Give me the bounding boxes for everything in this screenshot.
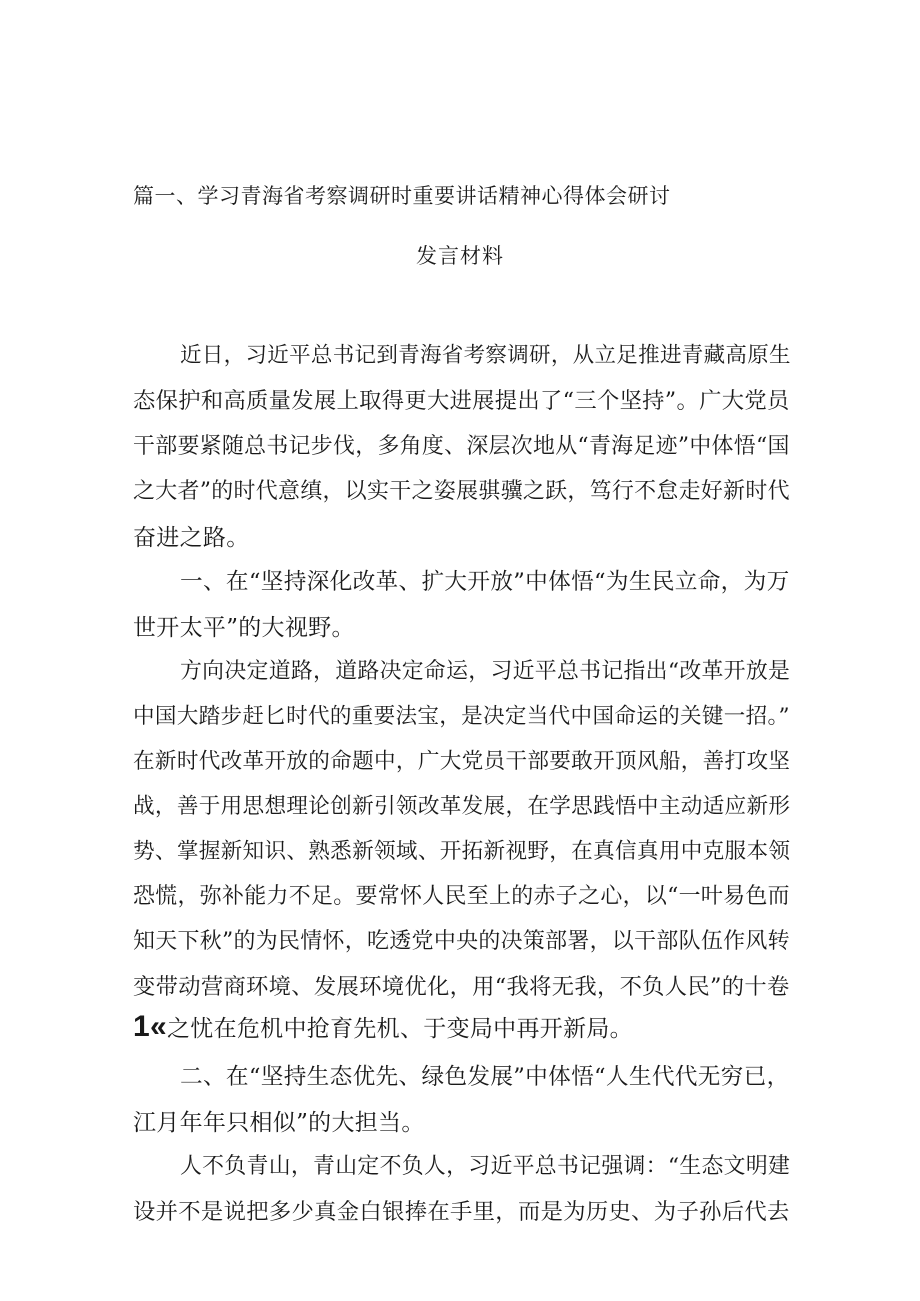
paragraph-line: 之大者”的时代意缜，以实干之姿展骐骥之跃，笃行不怠走好新时代 <box>133 479 790 504</box>
paragraph-line: 方向决定道路，道路决定命运，习近平总书记指出“改革开放是 <box>180 659 791 684</box>
paragraph-line: 态保护和高质量发展上取得更大进展提出了“三个坚持”。广大党员 <box>133 388 790 414</box>
paragraph-line-text: 之忧在危机中抢育先机、于变局中再开新局。 <box>166 1016 633 1042</box>
paragraph-line: 近日，习近平总书记到青海省考察调研，从立足推进青藏高原生 <box>180 343 791 368</box>
paragraph-line: 变带动营商环境、发展环境优化，用“我将无我，不负人民”的十卷 <box>133 974 790 1000</box>
section-heading-line: 江月年年只相似”的大担当。 <box>133 1110 425 1136</box>
paragraph-line: 人不负青山，青山定不负人，习近平总书记强调：“生态文明建 <box>180 1154 791 1179</box>
document-title: 篇一、学习青海省考察调研时重要讲话精神心得体会研讨 <box>133 184 671 208</box>
section-heading-line: 世开太平”的大视野。 <box>133 615 355 641</box>
section-heading-line: 一、在“坚持深化改革、扩大开放”中体悟“为生民立命，为万 <box>180 569 790 595</box>
paragraph-line: 恐慌，弥补能力不足。要常怀人民至上的赤子之心，以“一叶易色而 <box>133 884 790 909</box>
paragraph-line: 知天下秋”的为民情怀，吃透党中央的决策部署，以干部队伍作风转 <box>133 929 790 954</box>
paragraph-line <box>133 1010 633 1044</box>
paragraph-line: 在新时代改革开放的命题中，广大党员干部要敢开顶风船，善打攻坚 <box>133 749 791 774</box>
paragraph-line: 势、掌握新知识、熟悉新领域、开拓新视野，在真信真用中克服本领 <box>133 839 791 864</box>
paragraph-line: 奋进之路。 <box>133 525 250 551</box>
paragraph-line: 战，善于用思想理论创新引领改革发展，在学思践悟中主动适应新形 <box>133 794 791 819</box>
paragraph-line: 中国大踏步赶匕时代的重要法宝，是决定当代中国命运的关键一招。” <box>133 704 790 729</box>
paragraph-line: 设并不是说把多少真金白银捧在手里，而是为历史、为子孙后代去 <box>133 1199 790 1225</box>
section-heading-line: 二、在“坚持生态优先、绿色发展”中体悟“人生代代无穷已， <box>180 1064 790 1090</box>
ocr-glyph-artifact: 1« <box>133 1010 167 1043</box>
document-subtitle: 发言材料 <box>416 244 504 268</box>
paragraph-line: 干部要紧随总书记步伐，多角度、深层次地从“青海足迹”中体悟“国 <box>133 434 790 459</box>
